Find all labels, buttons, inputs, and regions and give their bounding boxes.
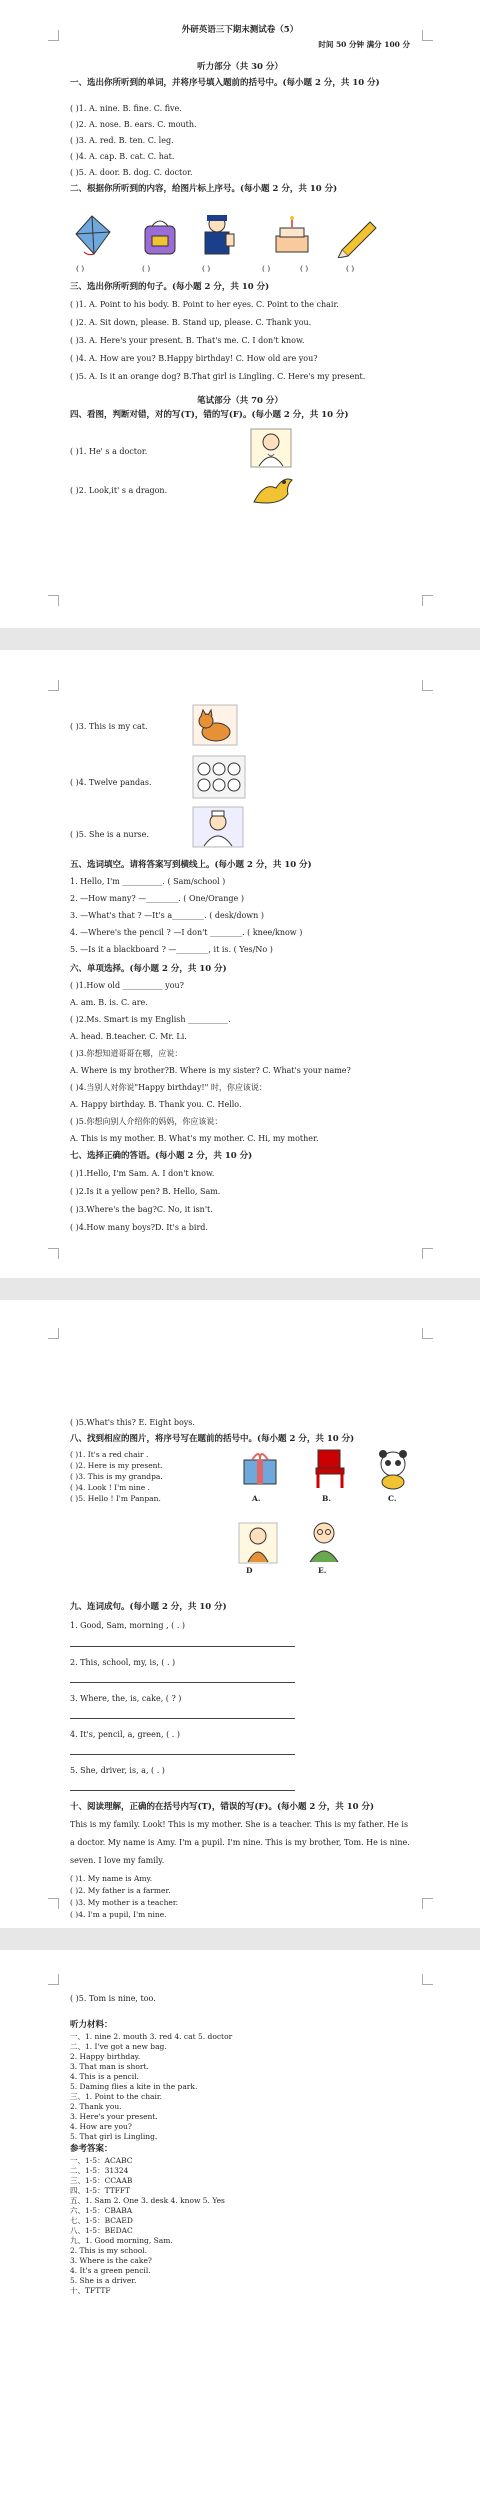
- page-corner-mark: [48, 680, 59, 691]
- page-corner-mark: [48, 1974, 59, 1985]
- question-line: ( )4.当别人对你说"Happy birthday!" 时，你应该说：: [70, 1083, 267, 1092]
- listening-script-line: 4. How are you?: [70, 2122, 132, 2131]
- question-line: ( )5. Hello ! I'm Panpan.: [70, 1494, 161, 1503]
- answer-line-text: 3. Where is the cake?: [70, 2256, 152, 2265]
- question-line: ( )1. A. Point to his body. B. Point to her eyes. C. Point to the chair.: [70, 300, 339, 309]
- answer-line-text: 4. It's a green pencil.: [70, 2266, 151, 2275]
- question-line: 3. —What's that ? —It's a________. ( desk/down ): [70, 911, 264, 920]
- answer-line[interactable]: [70, 1718, 295, 1719]
- section-8-heading: 八、找到相应的图片，将序号写在题前的括号中。(每小题 2 分，共 10 分): [70, 1434, 355, 1444]
- answer-line-text: 十、TFTTF: [70, 2286, 111, 2295]
- page-corner-mark: [48, 595, 59, 606]
- question-line: ( )1. My name is Amy.: [70, 1874, 153, 1883]
- listening-script-title: 听力材料：: [70, 2020, 113, 2030]
- section-2-heading: 二、根据你所听到的内容，给图片标上序号。(每小题 2 分，共 10 分): [70, 184, 338, 194]
- listening-script-line: 二、1. I've got a new bag.: [70, 2042, 167, 2051]
- exam-title: 外研英语三下期末测试卷（5）: [181, 25, 299, 35]
- answer-key-title: 参考答案：: [70, 2144, 113, 2154]
- answer-line[interactable]: [70, 1682, 295, 1683]
- listening-script-line: 2. Thank you.: [70, 2102, 122, 2111]
- listening-script-line: 5. That girl is Lingling.: [70, 2132, 158, 2141]
- question-line: ( )3. A. Here's your present. B. That's me. C. I don't know.: [70, 336, 305, 345]
- listening-part-heading: 听力部分（共 30 分）: [197, 62, 283, 72]
- option-line: A. This is my mother. B. What's my mother. C. Hi, my mother.: [70, 1134, 319, 1143]
- answer-line-text: 六、1-5：CBABA: [70, 2206, 133, 2215]
- question-line: ( )4. Twelve pandas.: [70, 778, 152, 787]
- picture-doctor: [250, 428, 292, 468]
- answer-line[interactable]: [70, 1754, 295, 1755]
- question-line: ( )1.Hello, I'm Sam. A. I don't know.: [70, 1169, 215, 1178]
- question-line: ( )2.Ms. Smart is my English __________.: [70, 1015, 231, 1024]
- question-line: ( )2.Is it a yellow pen? B. Hello, Sam.: [70, 1187, 221, 1196]
- listening-script-line: 4. This is a pencil.: [70, 2072, 139, 2081]
- listening-script-line: 一、1. nine 2. mouth 3. red 4. cat 5. doctor: [70, 2032, 233, 2041]
- answer-line-text: 五、1. Sam 2. One 3. desk 4. know 5. Yes: [70, 2196, 225, 2205]
- question-line: 2. —How many? —________. ( One/Orange ): [70, 894, 244, 903]
- picture-e-grandpa: [302, 1518, 346, 1564]
- listening-script-line: 2. Happy birthday.: [70, 2052, 141, 2061]
- question-line: ( )5. A. door. B. dog. C. doctor.: [70, 168, 193, 177]
- question-line: ( )2. A. nose. B. ears. C. mouth.: [70, 120, 197, 129]
- picture-nurse: [192, 806, 244, 848]
- picture-pandas: [192, 755, 246, 799]
- question-line: ( )4.How many boys?D. It's a bird.: [70, 1223, 208, 1232]
- picture-label: B.: [322, 1494, 331, 1503]
- page-4: [0, 1950, 480, 2519]
- question-line: ( )1. He' s a doctor.: [70, 447, 148, 456]
- page-corner-mark: [422, 1974, 433, 1985]
- picture-pencil: [334, 212, 380, 258]
- answer-line[interactable]: [70, 1646, 295, 1647]
- listening-script-line: 三、1. Point to the chair.: [70, 2092, 163, 2101]
- question-line: ( )2. A. Sit down, please. B. Stand up, please. C. Thank you.: [70, 318, 312, 327]
- page-corner-mark: [422, 680, 433, 691]
- question-line: ( )3.你想知道哥哥在哪，应说：: [70, 1049, 183, 1058]
- question-line: 2. This, school, my, is, ( . ): [70, 1658, 176, 1667]
- section-7-heading: 七、选择正确的答语。(每小题 2 分，共 10 分): [70, 1151, 253, 1161]
- question-line: ( )5. A. Is it an orange dog? B.That girl is Lingling. C. Here's my present.: [70, 372, 366, 381]
- picture-label: C.: [388, 1494, 397, 1503]
- picture-bracket: ( ): [76, 264, 85, 273]
- question-line: 1. Hello, I'm __________. ( Sam/school ): [70, 877, 226, 886]
- question-line: ( )2. My father is a farmer.: [70, 1886, 171, 1895]
- answer-line-text: 2. This is my school.: [70, 2246, 148, 2255]
- question-line: ( )1. It's a red chair .: [70, 1450, 149, 1459]
- option-line: A. am. B. is. C. are.: [70, 998, 148, 1007]
- picture-bracket: ( ): [346, 264, 355, 273]
- picture-bracket: ( ): [262, 264, 271, 273]
- picture-b-red-chair: [308, 1446, 352, 1490]
- question-line: ( )3. My mother is a teacher.: [70, 1898, 178, 1907]
- exam-meta: 时间 50 分钟 满分 100 分: [318, 40, 410, 49]
- answer-line[interactable]: [70, 1790, 295, 1791]
- option-line: A. Where is my brother?B. Where is my sister? C. What's your name?: [70, 1066, 351, 1075]
- page-corner-mark: [48, 1898, 59, 1909]
- question-line: 5. She, driver, is, a, ( . ): [70, 1766, 165, 1775]
- picture-dragon: [250, 468, 294, 510]
- question-line: ( )5.What's this? E. Eight boys.: [70, 1418, 195, 1427]
- question-line: ( )1. A. nine. B. fine. C. five.: [70, 104, 182, 113]
- picture-bracket: ( ): [142, 264, 151, 273]
- picture-bracket: ( ): [300, 264, 309, 273]
- page-corner-mark: [422, 1328, 433, 1339]
- section-6-heading: 六、单项选择。(每小题 2 分，共 10 分): [70, 964, 227, 974]
- reading-passage-line: seven. I love my family.: [70, 1856, 165, 1865]
- answer-line-text: 九、1. Good morning, Sam.: [70, 2236, 173, 2245]
- page-corner-mark: [422, 1898, 433, 1909]
- question-line: ( )2. Here is my present.: [70, 1461, 163, 1470]
- section-1-heading: 一、选出你所听到的单词，并将序号填入题前的括号中。(每小题 2 分，共 10 分): [70, 78, 380, 88]
- answer-line-text: 三、1-5：CCAAB: [70, 2176, 133, 2185]
- question-line: ( )3. This is my grandpa.: [70, 1472, 163, 1481]
- question-line: ( )5.你想向别人介绍你的妈妈，你应该说：: [70, 1117, 223, 1126]
- picture-a-present: [238, 1448, 282, 1488]
- question-line: ( )3. This is my cat.: [70, 722, 148, 731]
- picture-birthday-cake: [270, 214, 314, 258]
- reading-passage-line: This is my family. Look! This is my mother. She is a teacher. This is my father. He is: [70, 1820, 409, 1829]
- question-line: ( )2. Look,it' s a dragon.: [70, 486, 168, 495]
- listening-script-line: 5. Daming flies a kite in the park.: [70, 2082, 198, 2091]
- answer-line-text: 一、1-5：ACABC: [70, 2156, 133, 2165]
- question-line: ( )5. She is a nurse.: [70, 830, 149, 839]
- question-line: ( )4. A. How are you? B.Happy birthday! C. How old are you?: [70, 354, 318, 363]
- answer-line-text: 5. She is a driver.: [70, 2276, 137, 2285]
- answer-line-text: 二、1-5：31324: [70, 2166, 129, 2175]
- question-line: 1. Good, Sam, morning , ( . ): [70, 1621, 186, 1630]
- picture-bracket: ( ): [202, 264, 211, 273]
- picture-d-girl-nine: [238, 1522, 278, 1564]
- section-4-heading: 四、看图，判断对错，对的写(T)，错的写(F)。(每小题 2 分，共 10 分): [70, 410, 349, 420]
- listening-script-line: 3. That man is short.: [70, 2062, 149, 2071]
- question-line: 5. —Is it a blackboard ? —________, it is. ( Yes/No ): [70, 945, 273, 954]
- question-line: ( )4. I'm a pupil, I'm nine.: [70, 1910, 167, 1919]
- picture-short-man: [194, 212, 240, 258]
- section-5-heading: 五、选词填空。请将答案写到横线上。(每小题 2 分，共 10 分): [70, 860, 312, 870]
- section-3-heading: 三、选出你所听到的句子。(每小题 2 分，共 10 分): [70, 282, 270, 292]
- option-line: A. Happy birthday. B. Thank you. C. Hello.: [70, 1100, 242, 1109]
- question-line: 4. —Where's the pencil ? —I don't ________. ( knee/know ): [70, 928, 303, 937]
- question-line: ( )4. Look ! I'm nine .: [70, 1483, 150, 1492]
- option-line: A. head. B.teacher. C. Mr. Li.: [70, 1032, 187, 1041]
- section-9-heading: 九、连词成句。(每小题 2 分，共 10 分): [70, 1602, 227, 1612]
- answer-line-text: 八、1-5：BEDAC: [70, 2226, 133, 2235]
- question-line: ( )4. A. cap. B. cat. C. hat.: [70, 152, 175, 161]
- question-line: 3. Where, the, is, cake, ( ? ): [70, 1694, 182, 1703]
- page-corner-mark: [422, 595, 433, 606]
- page-corner-mark: [422, 1248, 433, 1259]
- picture-kite: [72, 214, 114, 258]
- question-line: ( )5. Tom is nine, too.: [70, 1994, 156, 2003]
- page-3: [0, 1300, 480, 1928]
- listening-script-line: 3. Here's your present.: [70, 2112, 158, 2121]
- picture-label: E.: [318, 1566, 327, 1575]
- picture-cat: [192, 704, 238, 746]
- question-line: ( )1.How old __________ you?: [70, 981, 184, 990]
- page-2: [0, 650, 480, 1278]
- question-line: ( )3.Where's the bag?C. No, it isn't.: [70, 1205, 213, 1214]
- answer-line-text: 四、1-5：TTFFT: [70, 2186, 131, 2195]
- picture-bag: [140, 216, 180, 258]
- page-1: [0, 0, 480, 628]
- picture-label: D: [246, 1566, 253, 1575]
- reading-passage-line: a doctor. My name is Amy. I'm a pupil. I'm nine. This is my brother, Tom. He is nine.: [70, 1838, 410, 1847]
- question-line: ( )3. A. red. B. ten. C. leg.: [70, 136, 174, 145]
- section-10-heading: 十、阅读理解，正确的在括号内写(T)，错误的写(F)。(每小题 2 分，共 10 分): [70, 1802, 375, 1812]
- page-corner-mark: [48, 1248, 59, 1259]
- answer-line-text: 七、1-5：BCAED: [70, 2216, 133, 2225]
- page-corner-mark: [48, 1328, 59, 1339]
- written-part-heading: 笔试部分（共 70 分）: [197, 396, 283, 406]
- question-line: 4. It's, pencil, a, green, ( . ): [70, 1730, 181, 1739]
- picture-c-panda: [372, 1446, 414, 1490]
- picture-label: A.: [252, 1494, 261, 1503]
